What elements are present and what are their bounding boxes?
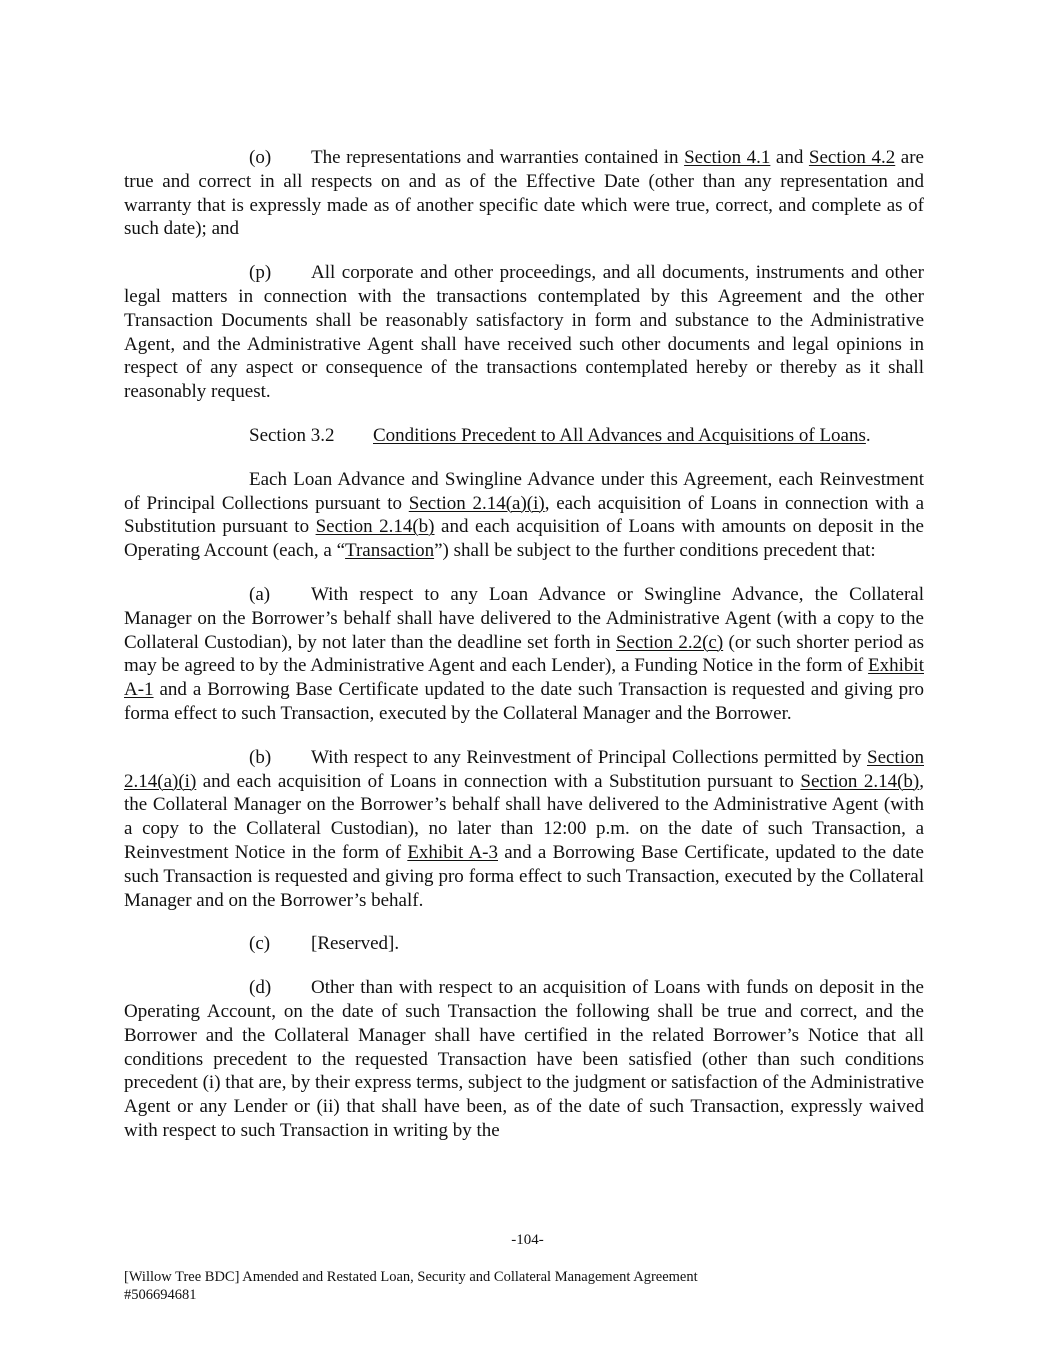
defined-term: Transaction [345,540,435,562]
text: Other than with respect to an acquisition of Loans with funds on deposit in the Operating Account, on the date of such Transaction the following shall be true and correct, and the Borrower and the Collateral Manager shall have certified in the related Borrower’s Notice that all conditions precedent to the requested Transaction have been satisfied (other than such conditions precedent (i) that are, by their express terms, subject to the judgment or satisfaction of the Administrative Agent or any Lender or (ii) that shall have been, as of the date of such Transaction, expressly waived with respect to such Transaction in writing by the [124,977,924,1141]
cross-reference: Section 2.2(c) [615,631,724,653]
text: are true and correct in all respects on and as of the Effective Date (other than any representation and warranty that is expressly made as of another specific date which were true, correct, and complete as of such date); and [124,147,924,240]
text: The representations and warranties contained in [311,147,685,168]
footer-doc-id: #506694681 [124,1287,197,1303]
paragraph-intro [124,468,924,563]
cross-reference: Section 4.1 [684,147,771,168]
text: With respect to any Reinvestment of Principal Collections permitted by [311,746,867,768]
section-number: Section 3.2 [249,424,335,446]
paragraph-c [124,932,924,956]
text: and [770,147,809,168]
paragraph-a [124,583,924,726]
clause-label: (d) [249,977,272,999]
cross-reference: Section 2.14(b) [315,516,435,538]
text: . [865,424,871,446]
cross-reference: Section 2.14(a)(i) [408,492,545,514]
section-title: Conditions Precedent to All Advances and Acquisitions of Loans [373,424,866,446]
paragraph-p [124,261,924,404]
clause-label: (c) [249,933,271,955]
text: and a Borrowing Base Certificate updated to the date such Transaction is requested and giving pro forma effect to such Transaction, executed by the Collateral Manager and the Borrower. [124,679,924,724]
text: ”) shall be subject to the further conditions precedent that: [434,540,876,562]
text: [Reserved]. [311,933,400,955]
paragraph-d [124,976,924,1143]
text: , the Collateral Manager on the Borrower’s behalf shall have delivered to the Administrative Agent (with a copy to the Collateral Custodian), no later than 12:00 p.m. on the date of such Transaction, a Reinvestment Notice in the form of [124,770,924,863]
clause-label: (p) [249,262,272,284]
text: With respect to any Loan Advance or Swingline Advance, the Collateral Manager on the Borrower’s behalf shall have delivered to the Administrative Agent (with a copy to the Collateral Custodian), by not later than the deadline set forth in [124,583,924,653]
document-body [124,146,924,1163]
text: , each acquisition of Loans in connection with a Substitution pursuant to [124,492,924,538]
text: and each acquisition of Loans with amounts on deposit in the Operating Account (each, a “ [124,516,924,562]
text: Each Loan Advance and Swingline Advance under this Agreement, each Reinvestment of Principal Collections pursuant to [124,468,924,514]
clause-label: (o) [249,147,272,168]
cross-reference: Section 4.2 [808,147,896,168]
text: and a Borrowing Base Certificate, updated to the date such Transaction is requested and giving pro forma effect to such Transaction, executed by the Collateral Manager and on the Borrower’s behalf. [124,841,924,911]
footer [124,1268,698,1304]
text: (or such shorter period as may be agreed to by the Administrative Agent and each Lender), a Funding Notice in the form of [124,631,925,677]
text: All corporate and other proceedings, and all documents, instruments and other legal matters in connection with the transactions contemplated by this Agreement and the other Transaction Documents shall be reasonably satisfactory in form and substance to the Administrative Agent, and the Administrative Agent shall have received such other documents and legal opinions in respect of any aspect or consequence of the transactions contemplated hereby or thereby as it shall reasonably request. [124,262,924,403]
section-heading [124,424,924,448]
cross-reference: Section 2.14(b) [800,770,920,792]
clause-label: (b) [249,746,272,768]
clause-label: (a) [249,583,271,605]
text: and each acquisition of Loans in connection with a Substitution pursuant to [196,770,801,792]
cross-reference: Exhibit A-3 [407,841,498,863]
paragraph-b [124,746,924,913]
footer-title: [Willow Tree BDC] Amended and Restated Loan, Security and Collateral Management Agreement [124,1269,698,1285]
page-number: -104- [511,1232,544,1248]
cross-reference: Section 2.14(a)(i) [124,746,924,792]
paragraph-o [124,146,924,241]
cross-reference: Exhibit A-1 [124,655,924,701]
